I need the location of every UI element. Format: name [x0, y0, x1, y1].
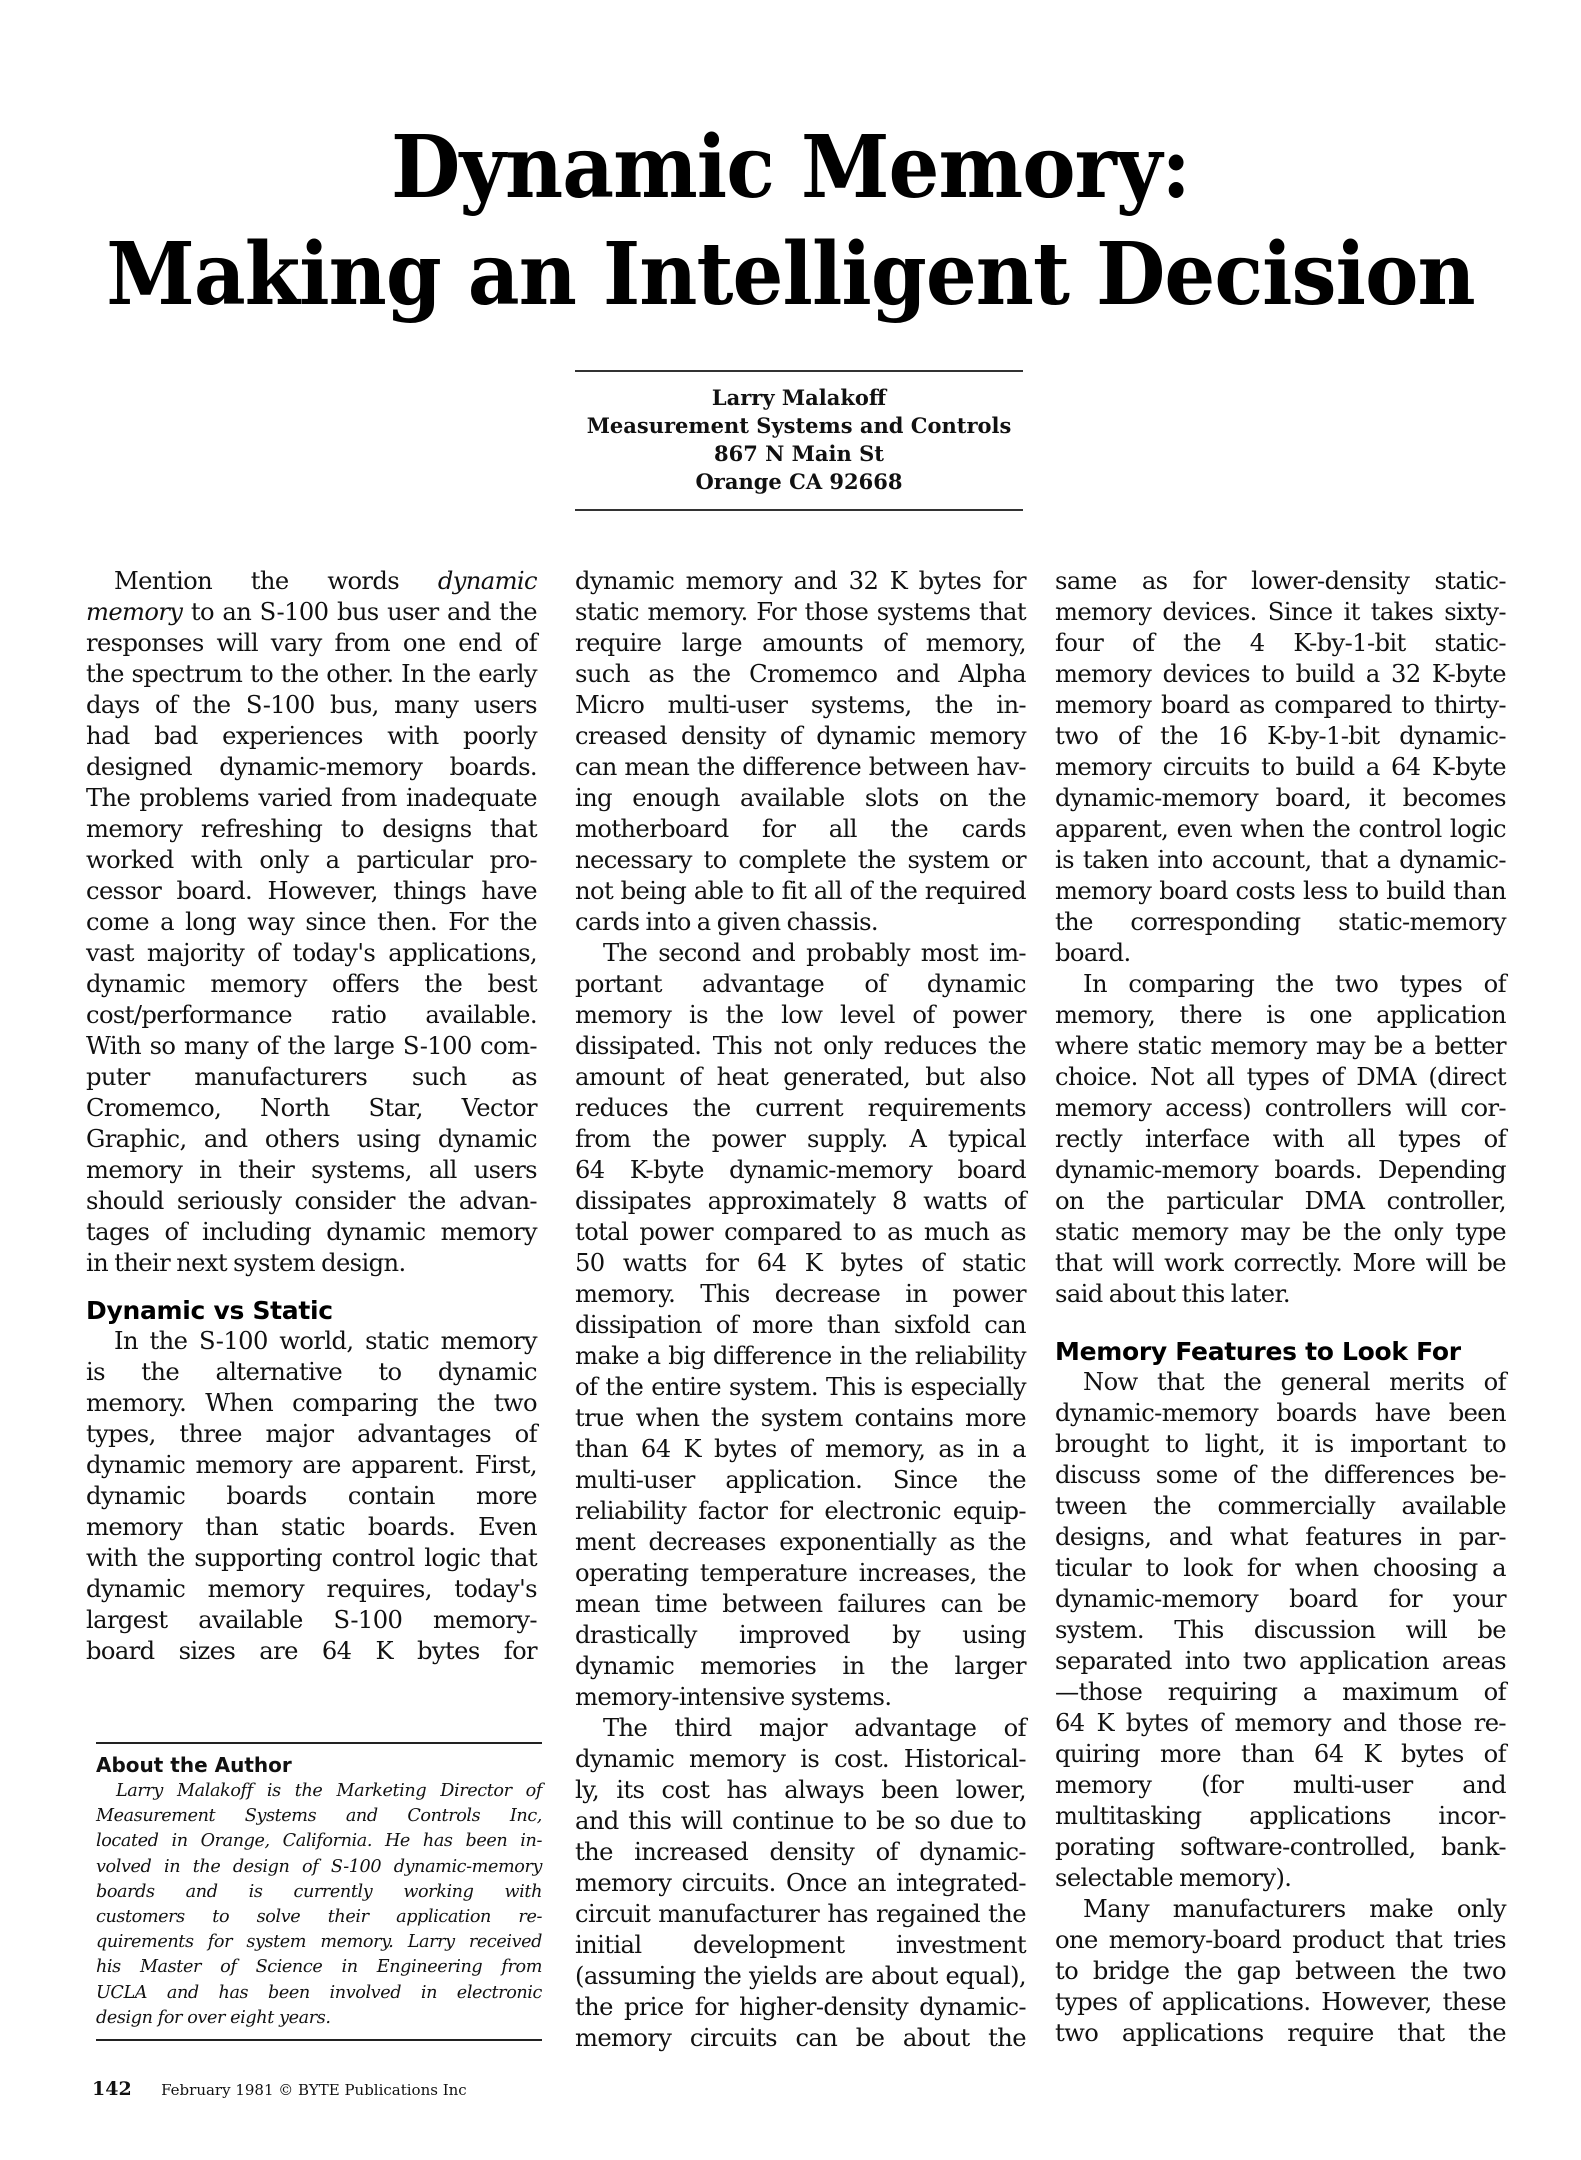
text-line: one memory-board product that tries: [1055, 1926, 1506, 1954]
text-line: brought to light, it is important to: [1055, 1430, 1506, 1458]
text-line: on the particular DMA controller,: [1055, 1187, 1506, 1215]
text-line: days of the S-100 bus, many users: [86, 691, 537, 719]
text-line: quirements for system memory. Larry received: [96, 1932, 542, 1953]
text-line: memory access) controllers will cor-: [1055, 1094, 1506, 1122]
text-line: with the supporting control logic that: [86, 1544, 537, 1572]
author-street: 867 N Main St: [714, 441, 884, 466]
text-line: (assuming the yields are about equal),: [575, 1962, 1026, 1990]
text-line: —those requiring a maximum of: [1055, 1678, 1506, 1706]
text-line: in their next system design.: [86, 1249, 406, 1277]
text-line: circuit manufacturer has regained the: [575, 1900, 1026, 1928]
text-line: memory devices. Since it takes sixty-: [1055, 598, 1506, 626]
text-line: Larry Malakoff is the Marketing Director of: [116, 1781, 542, 1801]
text-line: Mention the words dynamic: [114, 567, 537, 595]
text-line: had bad experiences with poorly: [86, 722, 537, 750]
paragraph: [86, 566, 537, 1279]
text-line: customers to solve their application re-: [96, 1906, 542, 1927]
text-line: Cromemco, North Star, Vector: [86, 1094, 537, 1122]
text-line: dynamic-memory board, it becomes: [1055, 784, 1506, 812]
text-line: puter manufacturers such as: [86, 1063, 537, 1091]
text-line: can mean the difference between hav-: [575, 753, 1026, 781]
column-2: [575, 566, 1026, 2054]
text-line: is the alternative to dynamic: [86, 1358, 537, 1386]
text-line: come a long way since then. For the: [86, 908, 537, 936]
text-line: dissipation of more than sixfold can: [575, 1311, 1026, 1339]
text-line: dynamic memories in the larger: [575, 1652, 1026, 1680]
text-line: cessor board. However, things have: [86, 877, 537, 905]
text-line: UCLA and has been involved in electronic: [96, 1982, 542, 2003]
text-line: the increased density of dynamic-: [575, 1838, 1026, 1866]
text-line: necessary to complete the system or: [575, 846, 1026, 874]
text-line: tages of including dynamic memory: [86, 1218, 537, 1246]
text-line: is taken into account, that a dynamic-: [1055, 846, 1506, 874]
text-line: 64 K-byte dynamic-memory board: [575, 1156, 1026, 1184]
text-line: memory-intensive systems.: [575, 1683, 892, 1711]
text-line: such as the Cromemco and Alpha: [575, 660, 1026, 688]
text-line: from the power supply. A typical: [575, 1125, 1026, 1153]
text-line: The second and probably most im-: [603, 939, 1026, 967]
text-line: dissipated. This not only reduces the: [575, 1032, 1026, 1060]
text-line: porating software-controlled, bank-: [1055, 1833, 1506, 1861]
text-line: apparent, even when the control logic: [1055, 815, 1506, 843]
section-heading-memory-features: Memory Features to Look For: [1055, 1337, 1461, 1366]
text-line: boards and is currently working with: [96, 1881, 542, 1902]
text-line: two of the 16 K-by-1-bit dynamic-: [1055, 722, 1506, 750]
text-line: amount of heat generated, but also: [575, 1063, 1026, 1091]
text-line: In comparing the two types of: [1083, 970, 1506, 998]
text-line: Measurement Systems and Controls Inc,: [96, 1806, 542, 1827]
text-line: ment decreases exponentially as the: [575, 1528, 1026, 1556]
text-line: selectable memory).: [1055, 1864, 1292, 1892]
text-line: dynamic memory are apparent. First,: [86, 1451, 537, 1479]
author-organization: Measurement Systems and Controls: [586, 413, 1012, 438]
text-line: The third major advantage of: [603, 1714, 1026, 1742]
page-number: 142: [92, 2078, 132, 2100]
text-line: cost/performance ratio available.: [86, 1001, 537, 1029]
about-author-heading: About the Author: [96, 1753, 292, 1777]
text-line: dynamic memory requires, today's: [86, 1575, 537, 1603]
text-line: memory board as compared to thirty-: [1055, 691, 1506, 719]
text-line: dynamic boards contain more: [86, 1482, 537, 1510]
text-line: dynamic memory and 32 K bytes for: [575, 567, 1026, 595]
text-line: design for over eight years.: [96, 2007, 331, 2028]
text-line: dissipates approximately 8 watts of: [575, 1187, 1026, 1215]
text-line: ly, its cost has always been lower,: [575, 1776, 1026, 1804]
text-line: said about this later.: [1055, 1280, 1290, 1308]
text-line: In the S-100 world, static memory: [114, 1327, 537, 1355]
text-line: motherboard for all the cards: [575, 815, 1026, 843]
text-line: memory circuits. Once an integrated-: [575, 1869, 1026, 1897]
text-line: dynamic memory offers the best: [86, 970, 537, 998]
text-line: static memory may be the only type: [1055, 1218, 1506, 1246]
publication-credit: February 1981 © BYTE Publications Inc: [161, 2081, 467, 2099]
text-line: Many manufacturers make only: [1083, 1895, 1506, 1923]
text-line: ing enough available slots on the: [575, 784, 1026, 812]
text-line: memory devices to build a 32 K-byte: [1055, 660, 1506, 688]
text-line: the corresponding static-memory: [1055, 908, 1506, 936]
text-line: not being able to fit all of the required: [575, 877, 1026, 905]
text-line: where static memory may be a better: [1055, 1032, 1506, 1060]
text-line: memory than static boards. Even: [86, 1513, 537, 1541]
paragraph: [86, 1326, 537, 1667]
text-line: true when the system contains more: [575, 1404, 1026, 1432]
text-line: quiring more than 64 K bytes of: [1055, 1740, 1506, 1768]
byline: [575, 370, 1023, 511]
text-line: memory is the low level of power: [575, 1001, 1026, 1029]
text-line: memory. This decrease in power: [575, 1280, 1026, 1308]
text-line: largest available S-100 memory-: [86, 1606, 537, 1634]
text-line: choice. Not all types of DMA (direct: [1055, 1063, 1506, 1091]
text-line: memory (for multi-user and: [1055, 1771, 1506, 1799]
text-line: to bridge the gap between the two: [1055, 1957, 1506, 1985]
text-line: drastically improved by using: [575, 1621, 1026, 1649]
paragraph: [575, 566, 1026, 938]
text-line: make a big difference in the reliability: [575, 1342, 1026, 1370]
text-line: 64 K bytes of memory and those re-: [1055, 1709, 1506, 1737]
text-line: vast majority of today's applications,: [86, 939, 537, 967]
text-line: require large amounts of memory,: [575, 629, 1026, 657]
text-line: dynamic memory is cost. Historical-: [575, 1745, 1026, 1773]
text-line: same as for lower-density static-: [1055, 567, 1506, 595]
column-1: [86, 566, 537, 1667]
paragraph: [1055, 566, 1506, 969]
text-line: four of the 4 K-by-1-bit static-: [1055, 629, 1506, 657]
text-line: dynamic-memory board for your: [1055, 1585, 1506, 1613]
author-city: Orange CA 92668: [695, 469, 903, 494]
text-line: total power compared to as much as: [575, 1218, 1026, 1246]
text-line: should seriously consider the advan-: [86, 1187, 537, 1215]
text-line: discuss some of the differences be-: [1055, 1461, 1506, 1489]
text-line: ticular to look for when choosing a: [1055, 1554, 1506, 1582]
text-line: volved in the design of S-100 dynamic-memory: [96, 1856, 542, 1877]
text-line: types of applications. However, these: [1055, 1988, 1506, 2016]
text-line: dynamic-memory boards have been: [1055, 1399, 1506, 1427]
text-line: cards into a given chassis.: [575, 908, 878, 936]
about-author-text: [96, 1779, 542, 2031]
text-line: dynamic-memory boards. Depending: [1055, 1156, 1506, 1184]
text-line: With so many of the large S-100 com-: [86, 1032, 537, 1060]
about-author-box: [96, 1742, 542, 2041]
text-line: memory circuits can be about the: [575, 2024, 1026, 2052]
text-line: 50 watts for 64 K bytes of static: [575, 1249, 1026, 1277]
text-line: system. This discussion will be: [1055, 1616, 1506, 1644]
text-line: types, three major advantages of: [86, 1420, 537, 1448]
text-line: designed dynamic-memory boards.: [86, 753, 537, 781]
text-line: reliability factor for electronic equip-: [575, 1497, 1026, 1525]
text-line: memory, there is one application: [1055, 1001, 1506, 1029]
text-line: multitasking applications incor-: [1055, 1802, 1506, 1830]
page-footer: [92, 2078, 467, 2100]
text-line: designs, and what features in par-: [1055, 1523, 1506, 1551]
text-line: and this will continue to be so due to: [575, 1807, 1026, 1835]
column-3: [1055, 566, 1506, 2049]
text-line: the spectrum to the other. In the early: [86, 660, 537, 688]
text-line: located in Orange, California. He has been in-: [96, 1831, 542, 1852]
section-heading-dynamic-vs-static: Dynamic vs Static: [86, 1296, 333, 1325]
text-line: separated into two application areas: [1055, 1647, 1506, 1675]
paragraph: [575, 938, 1026, 1713]
paragraph: [1055, 1894, 1506, 2049]
text-line: creased density of dynamic memory: [575, 722, 1026, 750]
paragraph: [575, 1713, 1026, 2054]
text-line: two applications require that the: [1055, 2019, 1506, 2047]
text-line: static memory. For those systems that: [575, 598, 1026, 626]
text-line: tween the commercially available: [1055, 1492, 1506, 1520]
text-line: memory refreshing to designs that: [86, 815, 537, 843]
text-line: Micro multi-user systems, the in-: [575, 691, 1026, 719]
text-line: memory circuits to build a 64 K-byte: [1055, 753, 1506, 781]
paragraph: [1055, 1367, 1506, 1894]
text-line: mean time between failures can be: [575, 1590, 1026, 1618]
text-line: than 64 K bytes of memory, as in a: [575, 1435, 1026, 1463]
text-line: multi-user application. Since the: [575, 1466, 1026, 1494]
text-line: Graphic, and others using dynamic: [86, 1125, 537, 1153]
paragraph: [1055, 969, 1506, 1310]
author-name: Larry Malakoff: [711, 385, 887, 410]
text-line: portant advantage of dynamic: [575, 970, 1026, 998]
text-line: board sizes are 64 K bytes for: [86, 1637, 537, 1665]
text-line: the price for higher-density dynamic-: [575, 1993, 1026, 2021]
text-line: Now that the general merits of: [1083, 1368, 1506, 1396]
text-line: of the entire system. This is especially: [575, 1373, 1026, 1401]
text-line: that will work correctly. More will be: [1055, 1249, 1506, 1277]
title-line-1: Dynamic Memory:: [391, 117, 1190, 218]
text-line: memory to an S-100 bus user and the: [86, 598, 537, 626]
text-line: memory board costs less to build than: [1055, 877, 1506, 905]
text-line: initial development investment: [575, 1931, 1026, 1959]
text-line: operating temperature increases, the: [575, 1559, 1026, 1587]
text-line: responses will vary from one end of: [86, 629, 537, 657]
text-line: memory. When comparing the two: [86, 1389, 537, 1417]
text-line: rectly interface with all types of: [1055, 1125, 1506, 1153]
title-line-2: Making an Intelligent Decision: [106, 224, 1475, 325]
text-line: board.: [1055, 939, 1131, 967]
text-line: worked with only a particular pro-: [86, 846, 537, 874]
text-line: reduces the current requirements: [575, 1094, 1026, 1122]
text-line: memory in their systems, all users: [86, 1156, 537, 1184]
text-line: his Master of Science in Engineering from: [96, 1957, 542, 1978]
text-line: The problems varied from inadequate: [86, 784, 537, 812]
